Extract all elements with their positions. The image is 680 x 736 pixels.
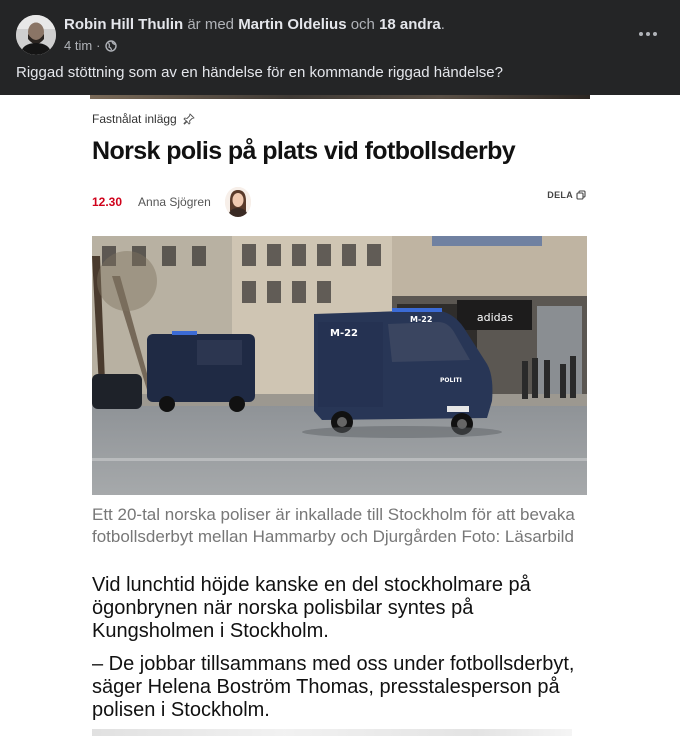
dot-icon (653, 32, 657, 36)
photo-caption: Ett 20-tal norska poliser är inkallade till Stockholm för att bevaka fotbollsderbyt mellan Hammarby och Djurgården Foto: Läsarbild (92, 505, 575, 546)
copy-icon (576, 190, 586, 200)
author-name-link[interactable]: Robin Hill Thulin (64, 16, 184, 33)
article-screenshot[interactable] (90, 95, 590, 736)
others-link[interactable]: 18 andra (379, 16, 441, 33)
van-side-text: POLITI (440, 377, 462, 384)
share-label: DELA (547, 190, 573, 200)
dot-icon (646, 32, 650, 36)
pinned-label (92, 112, 195, 126)
post-time-link[interactable]: 4 tim (64, 38, 93, 53)
cut-off-text-line (92, 729, 572, 736)
author-avatar[interactable] (16, 15, 56, 55)
meta-separator: · (96, 38, 101, 53)
tagged-person-link[interactable]: Martin Oldelius (238, 16, 347, 33)
person-photo-icon (225, 187, 251, 217)
dot-icon (639, 32, 643, 36)
store-sign: adidas (476, 311, 514, 324)
post-text: Riggad stöttning som av en händelse för en kommande riggad händelse? (16, 64, 503, 81)
pinned-text: Fastnålat inlägg (92, 112, 177, 126)
article-author: Anna Sjögren (138, 195, 211, 209)
post-meta (64, 38, 117, 53)
van-label-2: M-22 (410, 315, 433, 324)
period-text: . (440, 16, 445, 33)
pin-icon (183, 113, 195, 125)
post-header (0, 0, 680, 95)
police-vans-photo (92, 236, 587, 495)
journalist-avatar (225, 187, 251, 217)
article-photo (92, 236, 587, 495)
author-line (64, 16, 445, 33)
van-label-1: M-22 (330, 328, 359, 339)
more-options-button[interactable] (636, 22, 660, 46)
article-quote: – De jobbar tillsammans med oss under fotbollsderbyt, säger Helena Boström Thomas, presstalesperson på polisen i Stockholm. (92, 653, 575, 721)
with-text: är med (187, 16, 235, 33)
and-text: och (350, 16, 375, 33)
person-photo-icon (16, 15, 56, 55)
share-button[interactable] (547, 190, 586, 200)
article-headline: Norsk polis på plats vid fotbollsderby (92, 137, 516, 165)
article-time: 12.30 (92, 195, 123, 209)
article-top-strip (90, 95, 590, 99)
article-lead: Vid lunchtid höjde kanske en del stockholmare på ögonbrynen när norska polisbilar syntes på Kungsholmen i Stockholm. (92, 574, 531, 642)
article-byline (92, 187, 251, 217)
globe-icon[interactable] (105, 40, 117, 52)
